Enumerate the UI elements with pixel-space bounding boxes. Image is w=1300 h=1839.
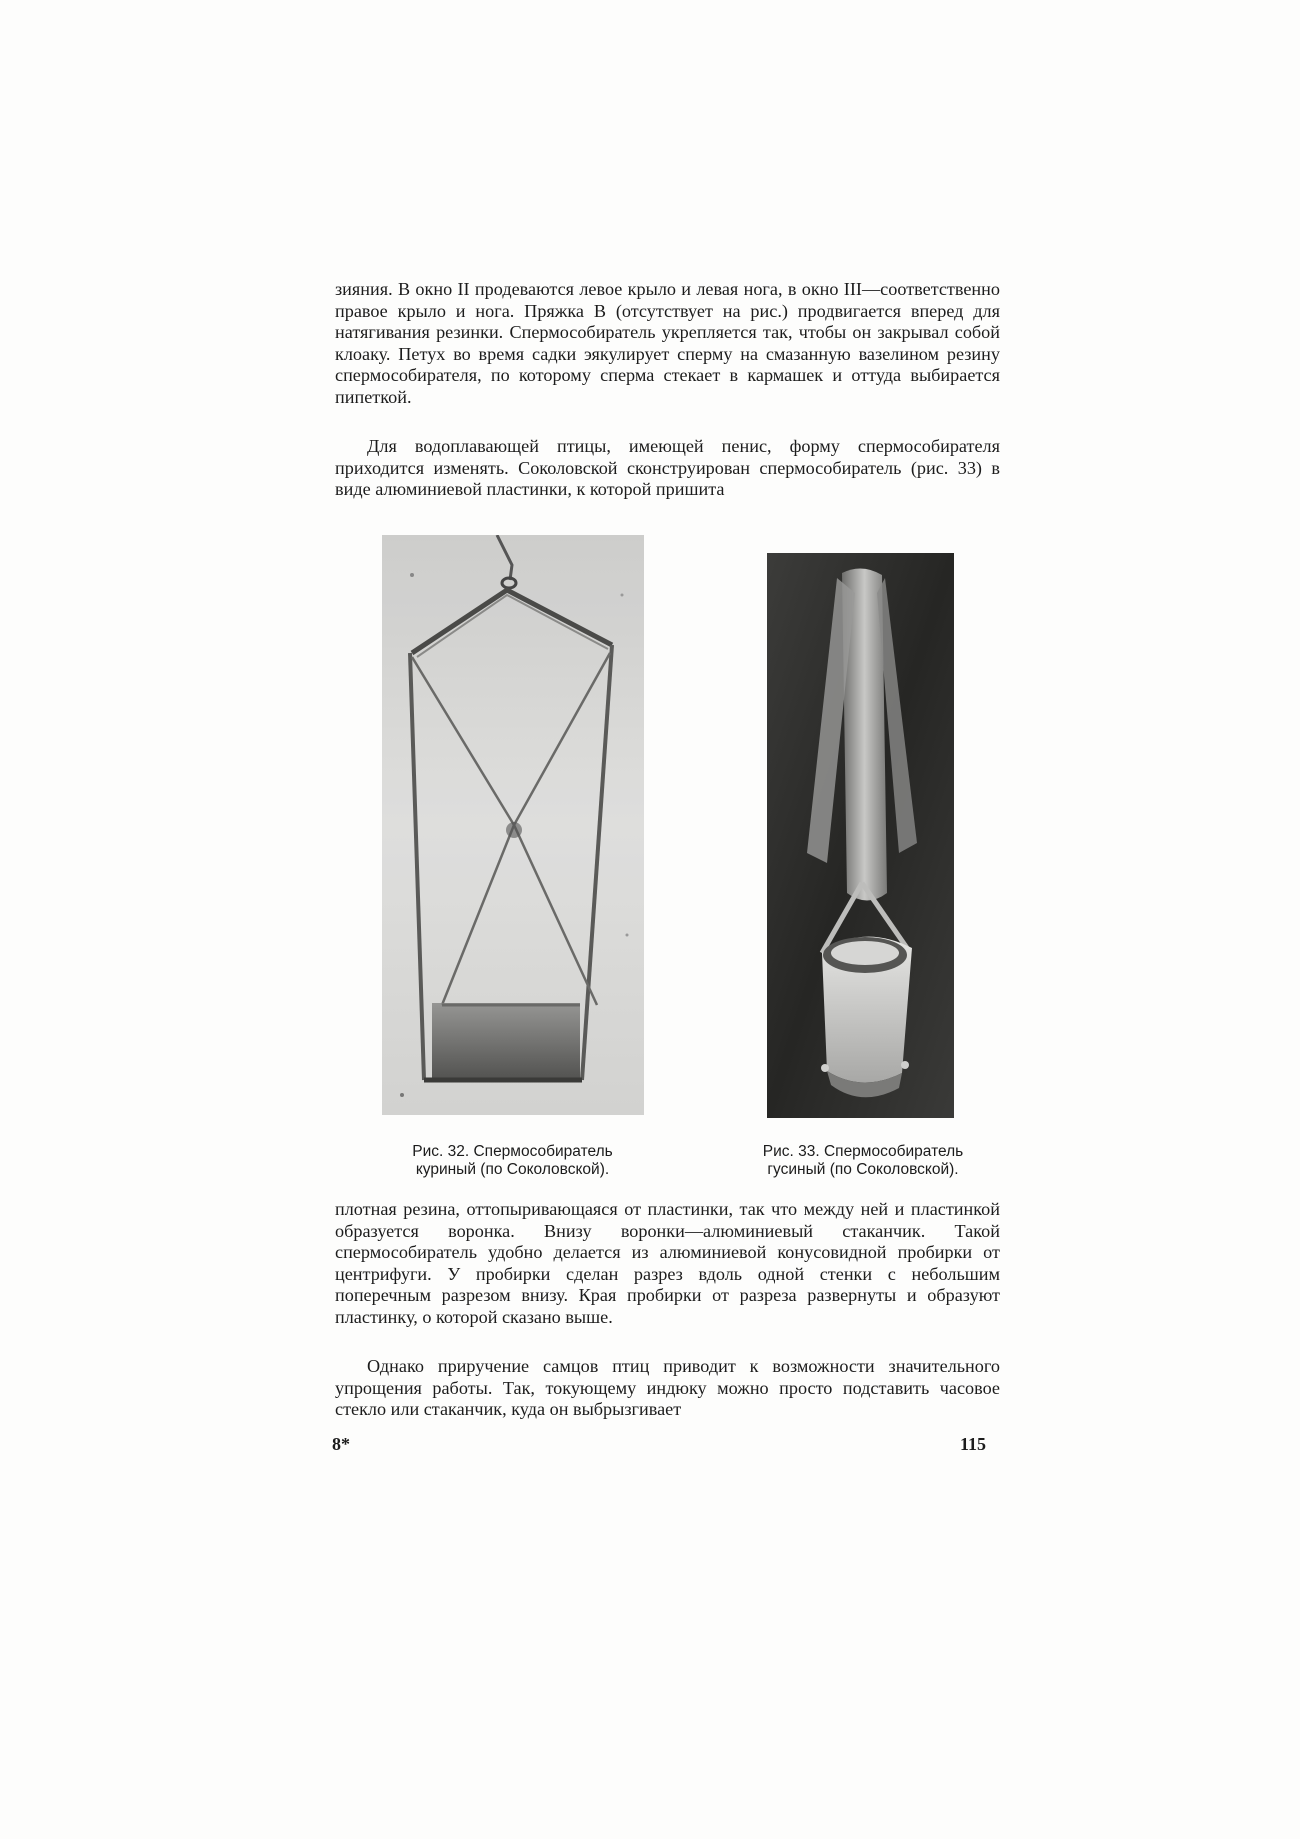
figure-32-caption (375, 1143, 650, 1179)
figure-33-caption-line1: Рис. 33. Спермособиратель (762, 1143, 964, 1160)
paragraph-1: зияния. В окно II продеваются левое крыло и левая нога, в окно III—соответственно правое крыло и нога. Пряжка В (отсутствует на рис.) продвигается вперед для натягивания резинки. Спермособиратель укрепляется так, чтобы он закрывал собой клоаку. Петух во время садки эякулирует сперму на смазанную вазелином резину спермособирателя, по которому сперма стекает в кармашек и оттуда выбирается пипеткой. (335, 279, 1000, 407)
paragraph-4: Однако приручение самцов птиц приводит к возможности значительного упрощения работы. Так, токующему индюку можно просто подставить часовое стекло или стаканчик, куда он выбрызгивает (335, 1356, 1000, 1420)
figure-33-caption (728, 1143, 998, 1179)
page-number: 115 (960, 1434, 987, 1454)
paragraph-3: плотная резина, оттопыривающаяся от пластинки, так что между ней и пластинкой образуется воронка. Внизу воронки—алюминиевый стаканчик. Такой спермособиратель удобно делается из алюминиевой конусовидной пробирки от центрифуги. У пробирки сделан разрез вдоль одной стенки с небольшим поперечным разрезом внизу. Края пробирки от разреза развернуты и образуют пластинку, о которой сказано выше. (335, 1199, 1000, 1327)
figure-32-caption-line2: куриный (по Соколовской). (415, 1161, 610, 1178)
figure-32-photo (382, 535, 644, 1115)
paragraph-2: Для водоплавающей птицы, имеющей пенис, форму спермособирателя приходится изменять. Соколовской сконструирован спермособиратель (рис. 33) в виде алюминиевой пластинки, к которой пришита (335, 436, 1000, 500)
figure-32-caption-line1: Рис. 32. Спермособиратель (412, 1143, 613, 1160)
figure-33-photo (767, 553, 954, 1118)
figure-33-caption-line2: гусиный (по Соколовской). (767, 1161, 959, 1178)
signature-mark: 8* (332, 1434, 350, 1454)
